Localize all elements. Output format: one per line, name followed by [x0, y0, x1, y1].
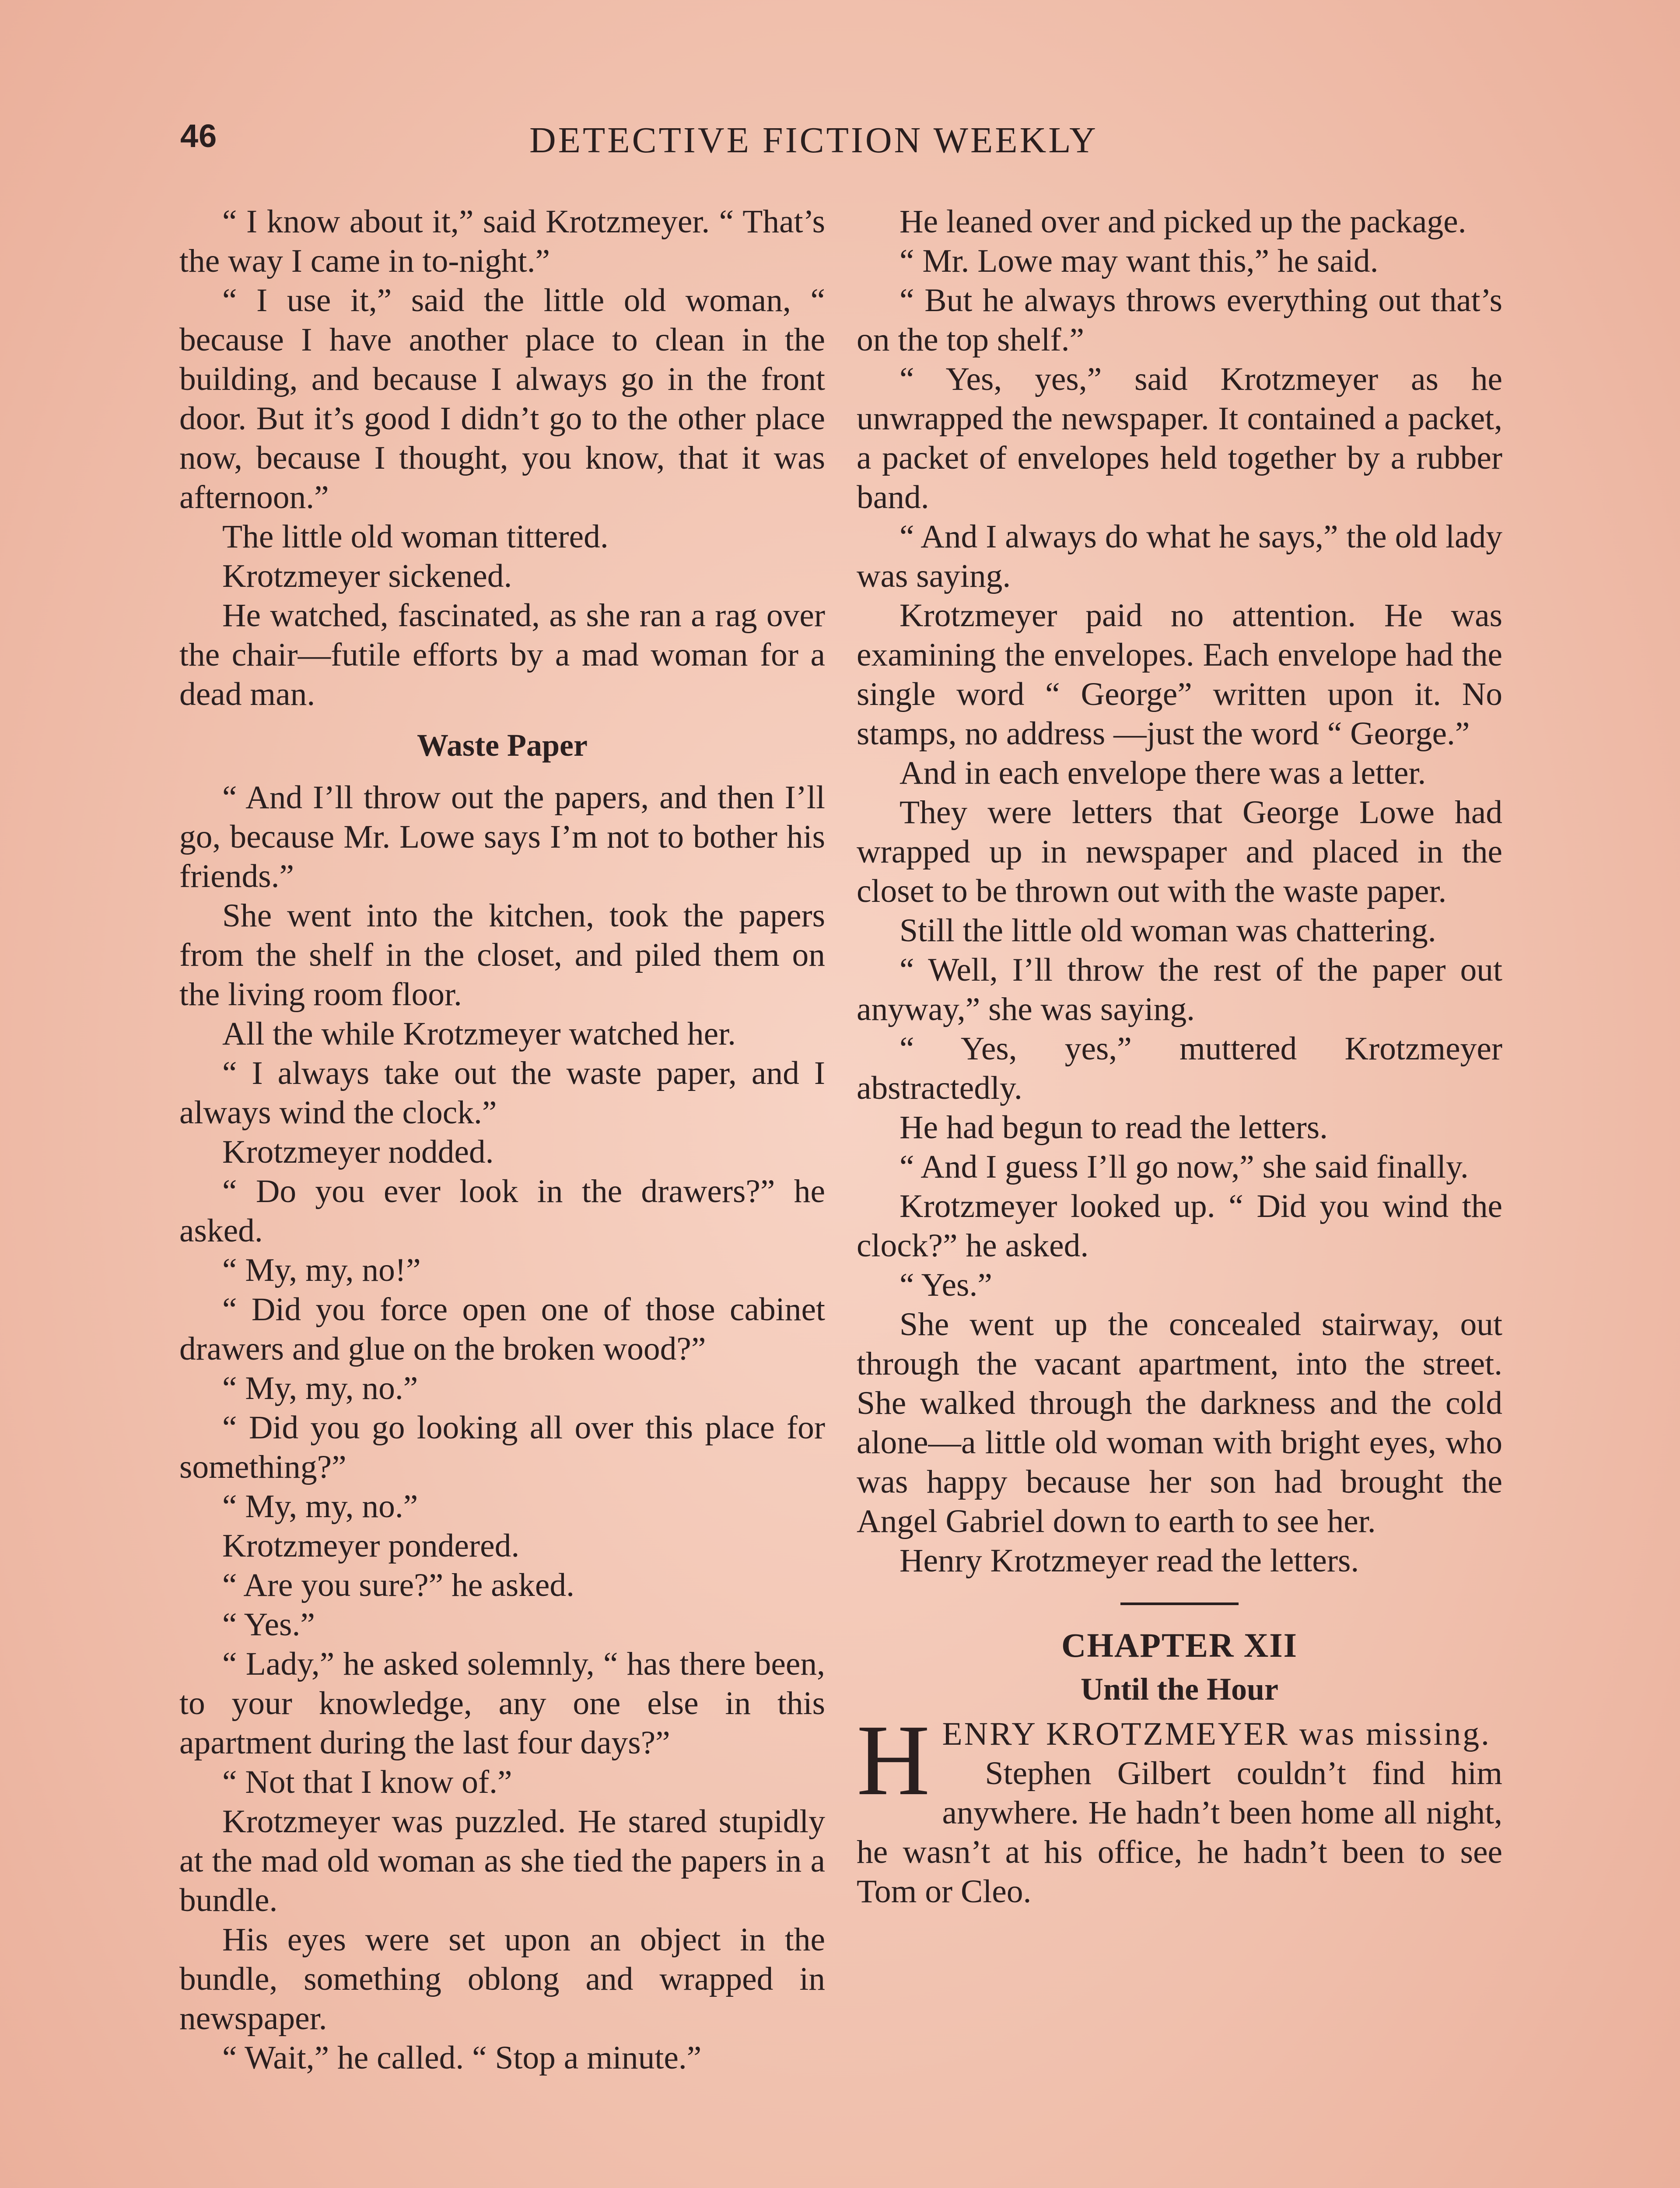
paragraph: The little old woman tittered.	[222, 519, 609, 555]
paragraph: “ Yes.”	[222, 1606, 315, 1643]
paragraph: “ Yes.”	[900, 1267, 992, 1303]
paragraph: Krotzmeyer sickened.	[222, 558, 512, 594]
paragraph: “ My, my, no.”	[222, 1488, 418, 1525]
section-divider	[1120, 1602, 1239, 1605]
paragraph: “ Mr. Lowe may want this,” he said.	[900, 243, 1379, 279]
paragraph: “ And I guess I’ll go now,” she said finally.	[900, 1149, 1469, 1185]
running-header	[0, 117, 1680, 165]
paragraph: “ My, my, no!”	[222, 1252, 421, 1288]
paragraph: “ Yes, yes,” muttered Krotzmeyer abstractedly.	[857, 1031, 1502, 1106]
paragraph: Stephen Gilbert couldn’t find him anywhere. He hadn’t been home all night, he wasn’t at his office, he hadn’t been to see Tom or Cleo.	[857, 1755, 1502, 1910]
paragraph: Krotzmeyer nodded.	[222, 1134, 494, 1170]
chapter-heading: CHAPTER XII	[1061, 1626, 1298, 1664]
left-column	[179, 202, 825, 2078]
paragraph: Still the little old woman was chattering.	[900, 912, 1436, 949]
paragraph: “ Yes, yes,” said Krotzmeyer as he unwrapped the newspaper. It contained a packet, a packet of envelopes held together by a rubber band.	[857, 361, 1502, 515]
paragraph: Henry Krotzmeyer read the letters.	[900, 1543, 1359, 1579]
drop-cap: H	[857, 1704, 930, 1816]
paragraph: “ Do you ever look in the drawers?” he asked.	[179, 1173, 825, 1249]
paragraph: “ Well, I’ll throw the rest of the paper out anyway,” she was saying.	[857, 952, 1502, 1027]
paragraph: And in each envelope there was a letter.	[900, 755, 1426, 791]
chapter-opening-paragraph	[857, 1704, 1502, 1816]
section-subhead: Waste Paper	[417, 728, 588, 763]
paragraph: “ Are you sure?” he asked.	[222, 1567, 574, 1603]
paragraph: “ But he always throws everything out that’s on the top shelf.”	[857, 282, 1502, 358]
paragraph: “ And I’ll throw out the papers, and then I’ll go, because Mr. Lowe says I’m not to bother his friends.”	[179, 779, 825, 894]
paragraph: Krotzmeyer looked up. “ Did you wind the clock?” he asked.	[857, 1188, 1502, 1264]
page-number: 46	[180, 118, 217, 154]
paragraph: Krotzmeyer was puzzled. He stared stupidly at the mad old woman as she tied the papers in a bundle.	[179, 1803, 825, 1918]
paragraph: Krotzmeyer paid no attention. He was examining the envelopes. Each envelope had the single word “ George” written upon it. No stamps, no address —just the word “ George.”	[857, 597, 1502, 752]
paragraph: She went into the kitchen, took the papers from the shelf in the closet, and piled them on the living room floor.	[179, 898, 825, 1013]
paragraph: Krotzmeyer pondered.	[222, 1528, 520, 1564]
paragraph: He leaned over and picked up the package.	[900, 203, 1466, 240]
paragraph: “ I know about it,” said Krotzmeyer. “ That’s the way I came in to-night.”	[179, 203, 825, 279]
paragraph: “ Lady,” he asked solemnly, “ has there been, to your knowledge, any one else in this apartment during the last four days?”	[179, 1646, 825, 1761]
paragraph: “ And I always do what he says,” the old lady was saying.	[857, 519, 1502, 594]
paragraph: His eyes were set upon an object in the bundle, something oblong and wrapped in newspaper.	[179, 1922, 825, 2037]
paragraph: “ I always take out the waste paper, and I always wind the clock.”	[179, 1055, 825, 1131]
paragraph: “ Did you force open one of those cabinet drawers and glue on the broken wood?”	[179, 1291, 825, 1367]
paragraph: She went up the concealed stairway, out through the vacant apartment, into the street. She walked through the darkness and the cold alone—a little old woman with bright eyes, who was happy because her son had brought the Angel Gabriel down to earth to see her.	[857, 1306, 1502, 1539]
paragraph: He had begun to read the letters.	[900, 1109, 1328, 1146]
paragraph: “ Wait,” he called. “ Stop a minute.”	[222, 2040, 702, 2076]
paragraph: They were letters that George Lowe had wrapped up in newspaper and placed in the closet to be thrown out with the waste paper.	[857, 794, 1502, 909]
paragraph: He watched, fascinated, as she ran a rag over the chair—futile efforts by a mad woman for a dead man.	[179, 597, 825, 712]
right-column	[857, 202, 1502, 1911]
paragraph: “ Not that I know of.”	[222, 1764, 512, 1800]
paragraph: “ My, my, no.”	[222, 1370, 418, 1406]
chapter-title: Until the Hour	[1080, 1672, 1278, 1707]
paragraph: All the while Krotzmeyer watched her.	[222, 1016, 736, 1052]
running-title: DETECTIVE FICTION WEEKLY	[529, 120, 1098, 161]
paragraph: “ I use it,” said the little old woman, “ because I have another place to clean in the building, and because I always go in the front door. But it’s good I didn’t go to the other place now, because I thought, you know, that it was afternoon.”	[179, 282, 825, 515]
paragraph: “ Did you go looking all over this place for something?”	[179, 1410, 825, 1485]
chapter-opening-text: ENRY KROTZMEYER was missing.	[942, 1716, 1491, 1752]
